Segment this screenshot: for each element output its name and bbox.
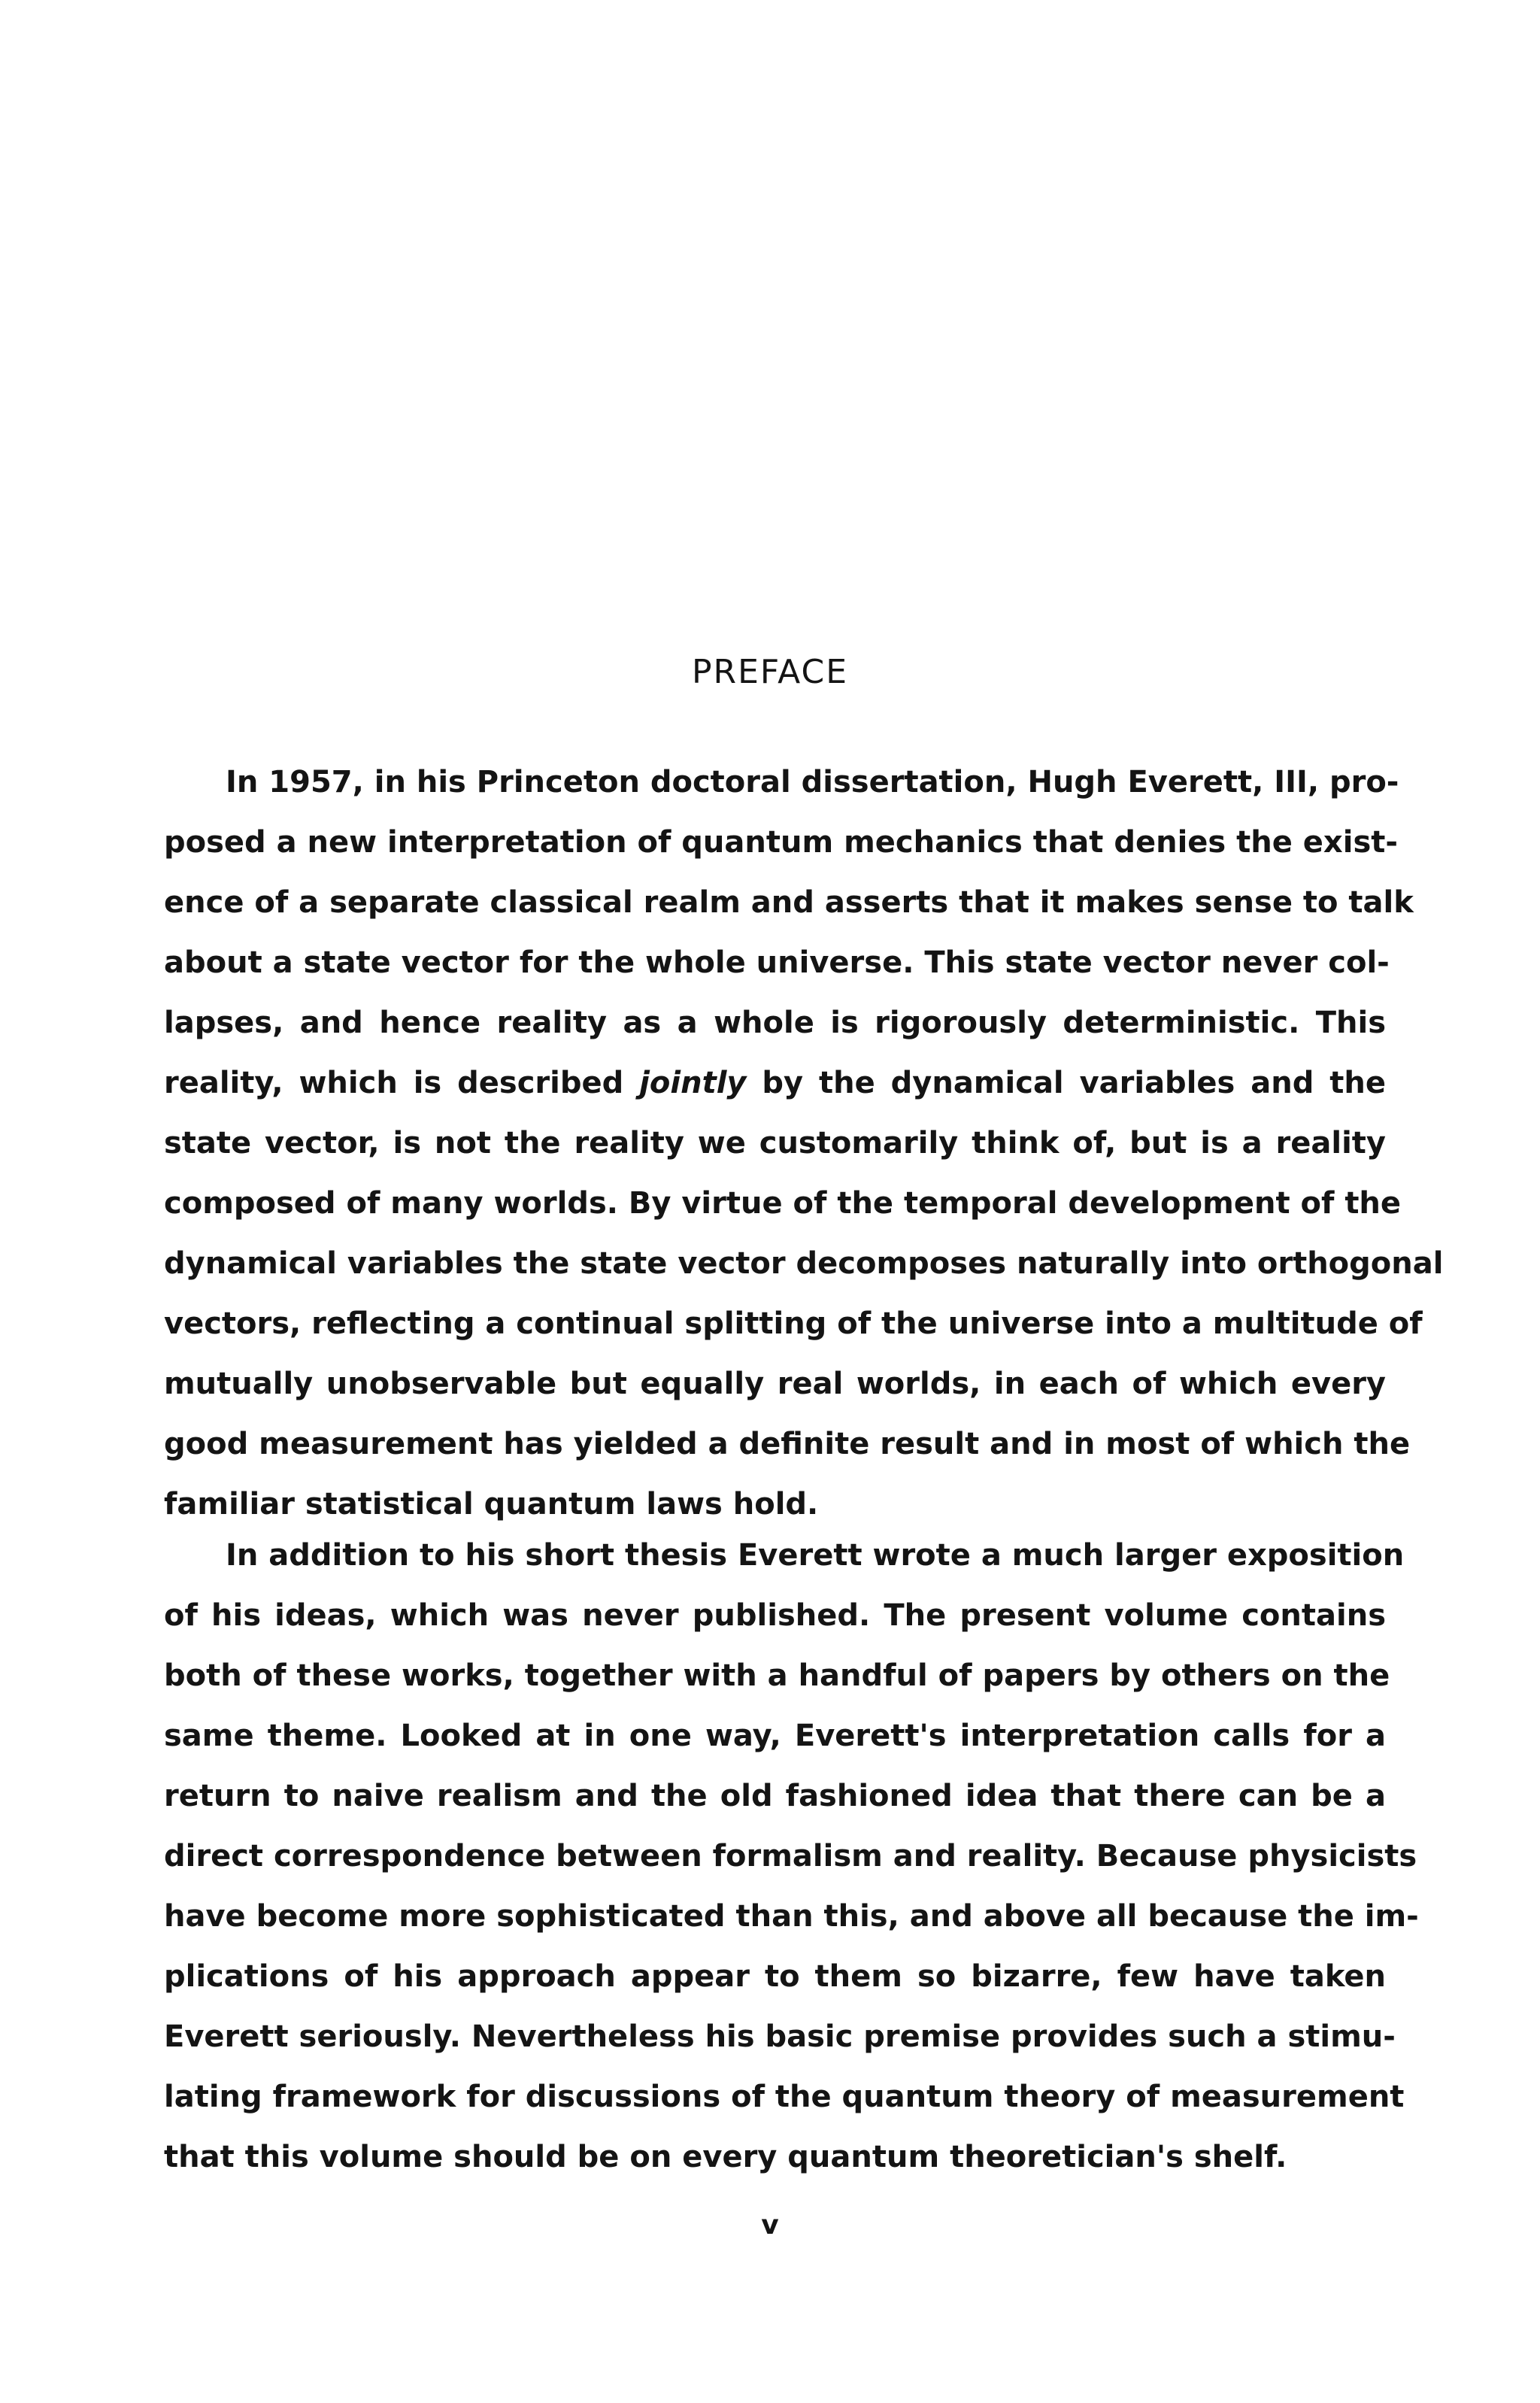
- text-line: plications of his approach appear to them so bizarre, few have taken: [164, 1959, 1386, 1994]
- text-line: composed of many worlds. By virtue of the temporal development of the: [164, 1186, 1402, 1221]
- text-line: mutually unobservable but equally real worlds, in each of which every: [164, 1367, 1386, 1401]
- text-line: In addition to his short thesis Everett wrote a much larger exposition: [226, 1538, 1405, 1573]
- text-line: posed a new interpretation of quantum mechanics that denies the exist-: [164, 825, 1398, 860]
- text-line: dynamical variables the state vector decomposes naturally into orthogonal: [164, 1246, 1444, 1281]
- text-line: [164, 1053, 1386, 1113]
- text-segment: reality, which is described: [164, 1066, 640, 1100]
- text-line: same theme. Looked at in one way, Everett's interpretation calls for a: [164, 1719, 1386, 1753]
- text-line: that this volume should be on every quantum theoretician's shelf.: [164, 2140, 1287, 2174]
- text-line: both of these works, together with a handful of papers by others on the: [164, 1658, 1390, 1693]
- text-line: lapses, and hence reality as a whole is rigorously deterministic. This: [164, 1006, 1386, 1040]
- page-number: v: [761, 2210, 779, 2241]
- text-segment: by the dynamical variables and the: [746, 1066, 1387, 1100]
- text-line: have become more sophisticated than this, and above all because the im-: [164, 1899, 1419, 1934]
- text-line: ence of a separate classical realm and asserts that it makes sense to talk: [164, 885, 1414, 920]
- paragraph-1: [164, 752, 1444, 1534]
- paragraph-2: [164, 1525, 1419, 2187]
- italic-emphasis: jointly: [639, 1066, 747, 1100]
- text-line: of his ideas, which was never published. The present volume contains: [164, 1598, 1386, 1633]
- text-line: In 1957, in his Princeton doctoral dissertation, Hugh Everett, III, pro-: [226, 765, 1399, 799]
- text-line: about a state vector for the whole universe. This state vector never col-: [164, 945, 1390, 980]
- page-title: PREFACE: [691, 653, 849, 691]
- text-line: lating framework for discussions of the quantum theory of measurement: [164, 2080, 1405, 2114]
- text-line: Everett seriously. Nevertheless his basic premise provides such a stimu-: [164, 2019, 1396, 2054]
- text-line: good measurement has yielded a definite result and in most of which the: [164, 1427, 1411, 1461]
- text-line: return to naive realism and the old fashioned idea that there can be a: [164, 1779, 1386, 1813]
- text-line: vectors, reflecting a continual splitting of the universe into a multitude of: [164, 1306, 1423, 1341]
- text-line: direct correspondence between formalism and reality. Because physicists: [164, 1839, 1417, 1874]
- text-line: familiar statistical quantum laws hold.: [164, 1487, 819, 1522]
- text-line: state vector, is not the reality we customarily think of, but is a reality: [164, 1126, 1386, 1161]
